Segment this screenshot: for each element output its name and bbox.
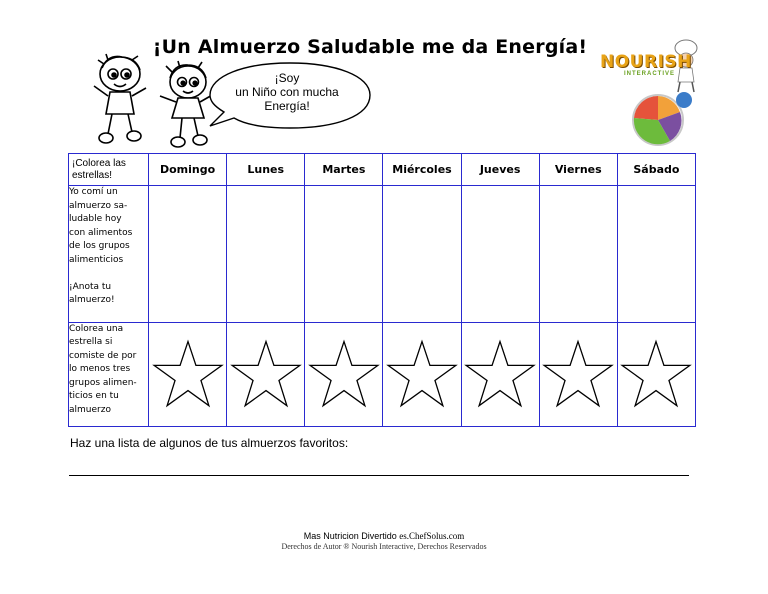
meal-cell-domingo[interactable] <box>149 186 227 323</box>
footer-line-1 <box>0 531 768 541</box>
meal-label-line: almuerzo sa- <box>69 200 128 211</box>
star-label-line: grupos alimen- <box>69 377 137 388</box>
meal-cell-martes[interactable] <box>305 186 383 323</box>
favorites-prompt: Haz una lista de algunos de tus almuerzos favoritos: <box>70 436 349 450</box>
bubble-line: un Niño con mucha <box>235 85 339 99</box>
day-header-martes: Martes <box>305 154 383 186</box>
meal-cell-viernes[interactable] <box>539 186 617 323</box>
star-icon[interactable] <box>230 339 302 409</box>
day-header-jueves: Jueves <box>461 154 539 186</box>
star-icon[interactable] <box>542 339 614 409</box>
star-cell-lunes[interactable] <box>227 322 305 426</box>
logo-subtitle: INTERACTIVE <box>624 71 676 77</box>
favorites-write-line[interactable] <box>69 475 689 476</box>
meal-label-line: ¡Anota tu <box>69 281 112 292</box>
star-cell-domingo[interactable] <box>149 322 227 426</box>
star-chart-table <box>68 153 696 427</box>
meal-label-line: almuerzo! <box>69 295 115 306</box>
star-label-line: Colorea una <box>69 323 124 334</box>
corner-label: ¡Colorea las estrellas! <box>69 154 149 186</box>
star-label-line: lo menos tres <box>69 364 131 375</box>
day-header-sabado: Sábado <box>617 154 695 186</box>
star-icon[interactable] <box>464 339 536 409</box>
meal-cell-lunes[interactable] <box>227 186 305 323</box>
meal-cell-miercoles[interactable] <box>383 186 461 323</box>
star-icon[interactable] <box>308 339 380 409</box>
day-header-miercoles: Miércoles <box>383 154 461 186</box>
page-title: ¡Un Almuerzo Saludable me da Energía! <box>152 36 588 58</box>
footer-url: es.ChefSolus.com <box>399 531 465 541</box>
speech-bubble-text <box>228 71 346 113</box>
meal-row-label <box>69 186 149 323</box>
meal-cell-sabado[interactable] <box>617 186 695 323</box>
footer-text: Mas Nutricion Divertido <box>303 531 397 541</box>
star-cell-jueves[interactable] <box>461 322 539 426</box>
bubble-line: ¡Soy <box>274 71 300 85</box>
star-label-line: almuerzo <box>69 404 111 415</box>
star-cell-miercoles[interactable] <box>383 322 461 426</box>
day-header-domingo: Domingo <box>149 154 227 186</box>
star-icon[interactable] <box>620 339 692 409</box>
star-icon[interactable] <box>152 339 224 409</box>
star-label-line: estrella si <box>69 337 113 348</box>
meal-label-line: de los grupos <box>69 241 130 252</box>
bubble-line: Energía! <box>264 99 310 113</box>
star-cell-sabado[interactable] <box>617 322 695 426</box>
meal-cell-jueves[interactable] <box>461 186 539 323</box>
day-header-lunes: Lunes <box>227 154 305 186</box>
star-icon[interactable] <box>386 339 458 409</box>
day-header-viernes: Viernes <box>539 154 617 186</box>
meal-label-line: con alimentos <box>69 227 133 238</box>
meal-label-line <box>69 267 148 281</box>
meal-label-line: Yo comí un <box>69 187 118 198</box>
star-cell-martes[interactable] <box>305 322 383 426</box>
star-label-line: comiste de por <box>69 350 137 361</box>
meal-row <box>69 186 696 323</box>
meal-label-line: alimenticios <box>69 254 124 265</box>
meal-label-line: ludable hoy <box>69 214 122 225</box>
myplate-icon <box>633 92 692 145</box>
footer-copyright: Derechos de Autor ® Nourish Interactive, Derechos Reservados <box>281 542 487 551</box>
star-label-line: ticios en tu <box>69 391 119 402</box>
logo-wordmark: NOURISH <box>600 52 692 72</box>
star-row-label <box>69 322 149 426</box>
header-row <box>69 154 696 186</box>
star-cell-viernes[interactable] <box>539 322 617 426</box>
star-row <box>69 322 696 426</box>
